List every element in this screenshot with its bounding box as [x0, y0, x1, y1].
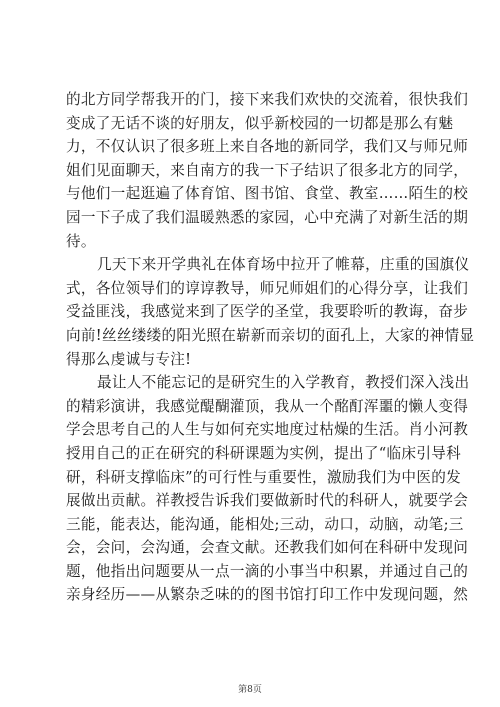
text-line: 向前!丝丝缕缕的阳光照在崭新而亲切的面孔上，大家的神情显: [66, 326, 475, 344]
page-number: 第8页: [238, 685, 262, 695]
document-body: [66, 88, 475, 607]
paragraph: [66, 371, 470, 607]
text-line: 的北方同学帮我开的门，接下来我们欢快的交流着，很快我们: [66, 91, 469, 108]
text-line: 受益匪浅，我感觉来到了医学的圣堂，我要聆听的教诲，奋步: [66, 303, 469, 321]
text-line: 研，科研支撑临床”的可行性与重要性，激励我们为中医的发: [66, 468, 462, 486]
text-line: 力，不仅认识了很多班上来自各地的新同学，我们又与师兄师: [66, 138, 469, 156]
text-line: 变成了无话不谈的好朋友，似乎新校园的一切都是那么有魅: [66, 114, 454, 132]
text-line: 姐们见面聊天，来自南方的我一下子结识了很多北方的同学，: [66, 161, 469, 179]
text-line: 展做出贡献。祥教授告诉我们要做新时代的科研人，就要学会: [66, 492, 469, 510]
text-line: 三能，能表达，能沟通，能相处;三动，动口，动脑，动笔;三: [66, 515, 464, 533]
text-line: 学会思考自己的人生与如何充实地度过枯燥的生活。肖小河教: [66, 421, 469, 439]
text-line: 的精彩演讲，我感觉醍醐灌顶，我从一个酩酊浑噩的懒人变得: [66, 397, 469, 415]
text-line: 题，他指出问题要从一点一滴的小事当中积累，并通过自己的: [66, 562, 469, 580]
text-line: 授用自己的正在研究的科研课题为实例，提出了“临床引导科: [66, 444, 462, 462]
text-line: 会，会问，会沟通，会查文献。还教我们如何在科研中发现问: [66, 539, 469, 557]
text-line: 几天下来开学典礼在体育场中拉开了帷幕，庄重的国旗仪: [97, 256, 470, 274]
text-line: 最让人不能忘记的是研究生的入学教育，教授们深入浅出: [97, 374, 470, 392]
paragraph: [66, 88, 469, 253]
paragraph: [66, 253, 475, 371]
text-line: 式，各位领导们的谆谆教导，师兄师姐们的心得分享，让我们: [66, 279, 469, 297]
text-line: 与他们一起逛遍了体育馆、图书馆、食堂、教室……陌生的校: [66, 185, 469, 203]
text-line: 亲身经历——从繁杂乏味的的图书馆打印工作中发现问题，然: [66, 586, 469, 604]
text-line: 得那么虔诚与专注!: [66, 350, 192, 368]
text-line: 待。: [66, 232, 96, 250]
text-line: 园一下子成了我们温暖熟悉的家园，心中充满了对新生活的期: [66, 208, 469, 226]
